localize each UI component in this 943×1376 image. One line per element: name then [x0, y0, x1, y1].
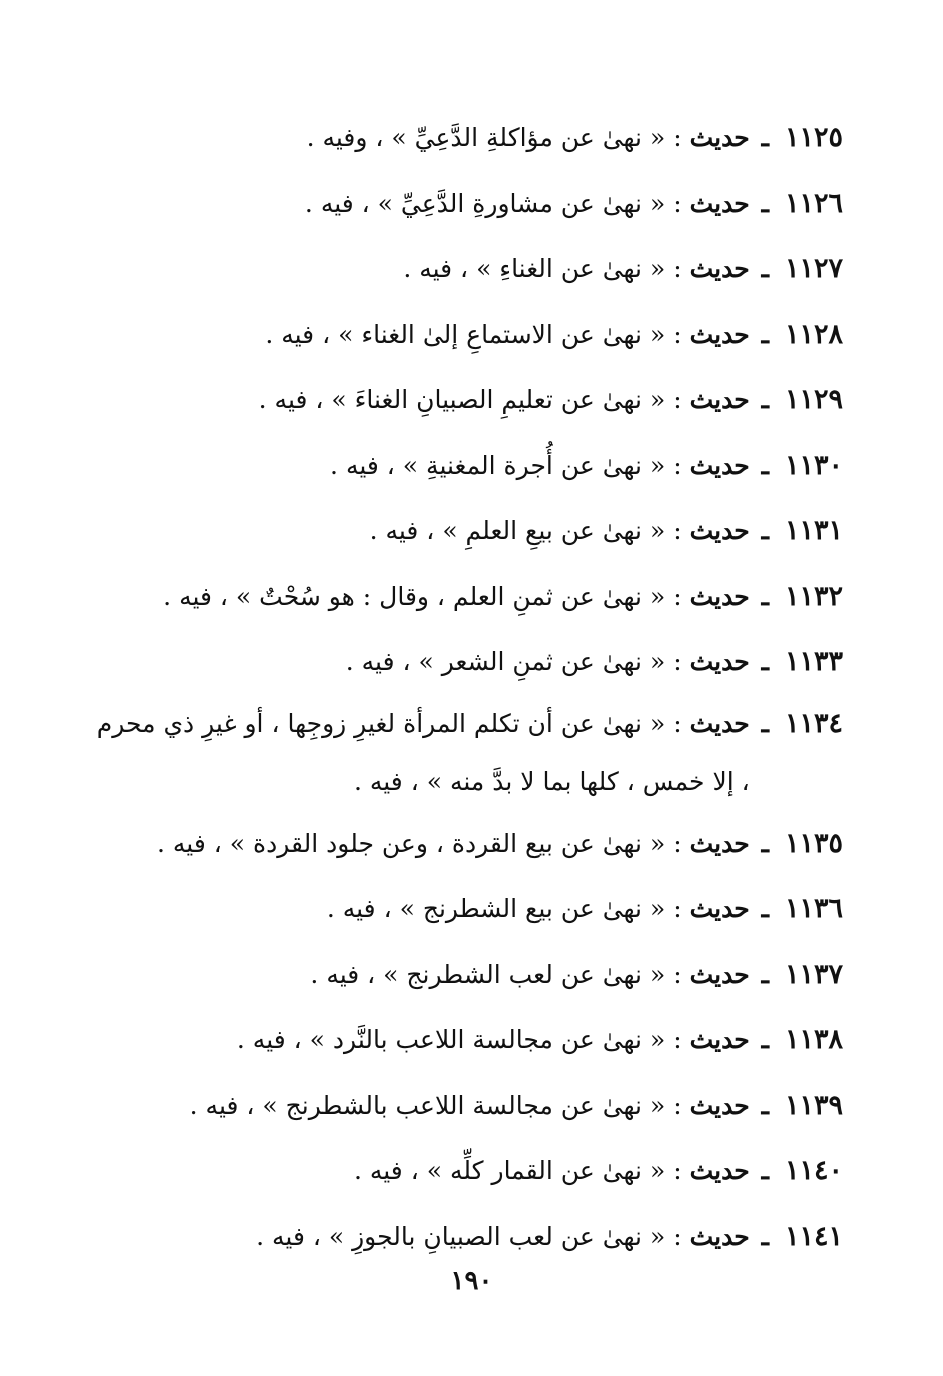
entry-separator: ـ	[761, 581, 769, 611]
entry-number: ١١٣٣	[784, 646, 843, 677]
entry-text: : « نهىٰ عن ثمنِ الشعر » ، فيه .	[345, 647, 690, 676]
entry-body	[83, 695, 750, 811]
page-number: ١٩٠	[450, 1266, 493, 1296]
entry-body	[83, 236, 750, 302]
hadith-entry	[83, 1007, 843, 1073]
entry-separator: ـ	[761, 647, 769, 676]
entry-text: : « نهىٰ عن مجالسة اللاعب بالنَّرد » ، فيه .	[236, 1025, 690, 1054]
entry-text: : « نهىٰ عن لعب الشطرنج » ، فيه .	[310, 959, 690, 989]
hadith-entry	[83, 695, 843, 811]
entry-label: حديث	[689, 254, 750, 283]
hadith-entry	[83, 1204, 843, 1270]
entry-text: : « نهىٰ عن بيعِ العلمِ » ، فيه .	[369, 516, 690, 545]
hadith-entry	[83, 876, 843, 942]
entry-label: حديث	[689, 959, 750, 989]
entry-body	[83, 1204, 750, 1270]
entry-label: حديث	[689, 385, 750, 414]
entry-separator: ـ	[761, 188, 769, 218]
entry-body	[83, 171, 750, 237]
entry-separator: ـ	[761, 450, 769, 480]
hadith-entry	[83, 1138, 843, 1204]
hadith-entry	[83, 105, 843, 171]
entry-text: : « نهىٰ عن بيع الشطرنج » ، فيه .	[326, 894, 690, 923]
entry-label: حديث	[689, 123, 750, 152]
entry-separator: ـ	[761, 894, 769, 923]
hadith-entry	[83, 1073, 843, 1139]
entry-body	[83, 942, 750, 1008]
entry-body	[83, 1073, 750, 1139]
entry-text: : « نهىٰ عن الغناءِ » ، فيه .	[403, 254, 690, 283]
entry-separator: ـ	[761, 385, 769, 414]
entry-text: : « نهىٰ عن أُجرة المغنيةِ » ، فيه .	[330, 450, 690, 480]
entry-label: حديث	[689, 1156, 750, 1185]
entry-body	[83, 105, 750, 171]
entry-separator: ـ	[761, 828, 769, 858]
entry-body	[83, 433, 750, 499]
entry-body	[83, 564, 750, 630]
hadith-entry-list	[83, 105, 843, 1269]
entry-body	[83, 498, 750, 564]
entry-label: حديث	[689, 1090, 750, 1120]
entry-number: ١١٢٩	[784, 384, 843, 415]
entry-number: ١١٣٢	[784, 580, 843, 612]
entry-label: حديث	[689, 516, 750, 545]
entry-label: حديث	[689, 828, 750, 858]
entry-text: : « نهىٰ عن مجالسة اللاعب بالشطرنج » ، فيه .	[189, 1090, 690, 1120]
entry-number: ١١٤٠	[784, 1155, 843, 1186]
entry-body	[83, 811, 750, 877]
entry-label: حديث	[689, 319, 750, 349]
entry-separator: ـ	[761, 1025, 769, 1054]
entry-number: ١١٤١	[784, 1220, 843, 1252]
entry-number: ١١٣٥	[784, 827, 843, 859]
entry-label: حديث	[689, 450, 750, 480]
hadith-entry	[83, 942, 843, 1008]
entry-text: : « نهىٰ عن مشاورةِ الدَّعِيِّ » ، فيه .	[304, 188, 690, 218]
entry-label: حديث	[689, 581, 750, 611]
entry-number: ١١٣٧	[784, 958, 843, 990]
entry-number: ١١٢٨	[784, 318, 843, 350]
hadith-entry	[83, 302, 843, 368]
hadith-entry	[83, 367, 843, 433]
entry-separator: ـ	[761, 319, 769, 349]
entry-number: ١١٣٦	[784, 893, 843, 924]
entry-separator: ـ	[761, 708, 769, 738]
entry-number: ١١٣١	[784, 515, 843, 546]
entry-label: حديث	[689, 708, 750, 738]
entry-separator: ـ	[761, 1090, 769, 1120]
entry-number: ١١٣٨	[784, 1024, 843, 1055]
entry-text: : « نهىٰ عن الاستماعِ إلىٰ الغناء » ، فيه .	[265, 319, 690, 349]
entry-label: حديث	[689, 1221, 750, 1251]
entry-separator: ـ	[761, 1156, 769, 1185]
entry-label: حديث	[689, 647, 750, 676]
entry-text: : « نهىٰ عن بيع القردة ، وعن جلود القردة » ، فيه .	[156, 828, 690, 858]
hadith-entry	[83, 171, 843, 237]
entry-separator: ـ	[761, 254, 769, 283]
entry-separator: ـ	[761, 516, 769, 545]
hadith-entry	[83, 433, 843, 499]
hadith-entry	[83, 564, 843, 630]
entry-number: ١١٣٤	[784, 707, 843, 739]
entry-text: : « نهىٰ عن القمار كلِّه » ، فيه .	[353, 1156, 690, 1185]
entry-body	[83, 367, 750, 433]
entry-body	[83, 876, 750, 942]
entry-label: حديث	[689, 894, 750, 923]
entry-label: حديث	[689, 188, 750, 218]
entry-text: : « نهىٰ عن مؤاكلةِ الدَّعِيِّ » ، وفيه .	[306, 123, 690, 152]
entry-text: : « نهىٰ عن أن تكلم المرأة لغيرِ زوجِها ، أو غيرِ ذي محرم ، إلا خمس ، كلها بما لا بدَّ منه » ، فيه .	[96, 708, 750, 796]
entry-body	[83, 302, 750, 368]
entry-number: ١١٣٠	[784, 449, 843, 481]
hadith-entry	[83, 498, 843, 564]
entry-separator: ـ	[761, 123, 769, 152]
entry-separator: ـ	[761, 959, 769, 989]
entry-body	[83, 629, 750, 695]
hadith-entry	[83, 629, 843, 695]
entry-text: : « نهىٰ عن لعب الصبيانِ بالجوزِ » ، فيه .	[256, 1221, 690, 1251]
entry-body	[83, 1007, 750, 1073]
entry-text: : « نهىٰ عن تعليمِ الصبيانِ الغناءَ » ، فيه .	[258, 385, 690, 414]
hadith-entry	[83, 811, 843, 877]
entry-body	[83, 1138, 750, 1204]
entry-number: ١١٢٧	[784, 253, 843, 284]
entry-label: حديث	[689, 1025, 750, 1054]
entry-text: : « نهىٰ عن ثمنِ العلم ، وقال : هو سُحْتٌ » ، فيه .	[163, 581, 690, 611]
entry-number: ١١٣٩	[784, 1089, 843, 1121]
entry-number: ١١٢٦	[784, 187, 843, 219]
hadith-entry	[83, 236, 843, 302]
entry-number: ١١٢٥	[784, 122, 843, 153]
entry-separator: ـ	[761, 1221, 769, 1251]
